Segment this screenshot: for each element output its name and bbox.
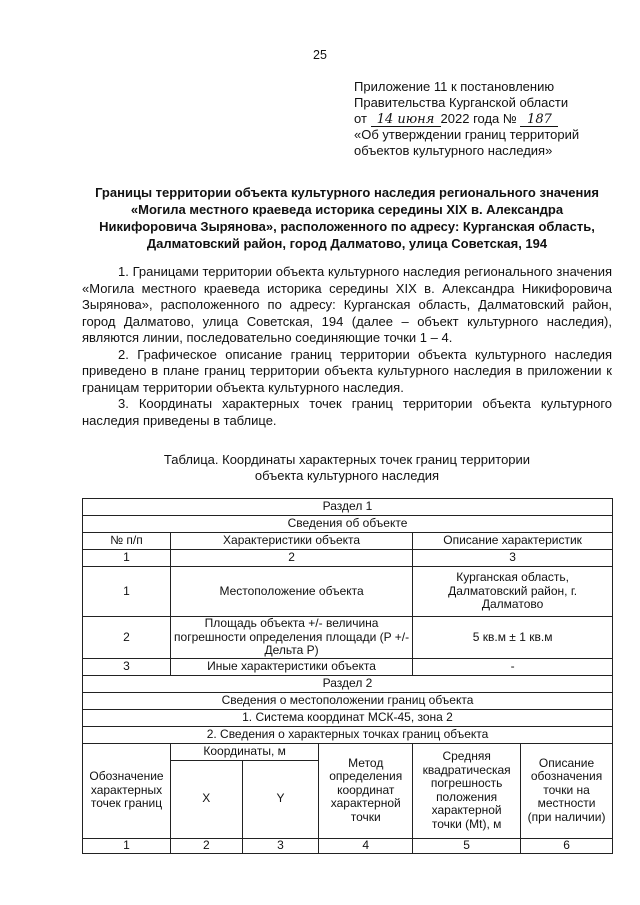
header-marking: Описание обозначения точки на местности (при наличии) <box>521 743 613 838</box>
header-y: Y <box>242 760 319 838</box>
table-row <box>83 499 613 516</box>
appendix-line-5: объектов культурного наследия» <box>354 143 553 158</box>
section-2-heading: Раздел 2 <box>83 675 613 692</box>
appendix-line-4: «Об утверждении границ территорий <box>354 127 580 142</box>
index-cell: 3 <box>413 550 613 567</box>
index-cell: 2 <box>170 838 242 853</box>
row-description: - <box>413 658 613 675</box>
header-x: X <box>170 760 242 838</box>
table-caption-line-1: Таблица. Координаты характерных точек границ территории <box>163 452 531 467</box>
row-characteristic: Иные характеристики объекта <box>170 658 412 675</box>
index-cell: 6 <box>521 838 613 853</box>
table-row <box>83 726 613 743</box>
table-caption <box>82 452 612 484</box>
table-row <box>83 567 613 617</box>
document-body <box>82 264 612 429</box>
table-row <box>83 709 613 726</box>
table-caption-line-2: объекта культурного наследия <box>254 468 440 483</box>
table-row <box>83 516 613 533</box>
page-number: 25 <box>313 48 327 62</box>
header-point-designation: Обозначение характерных точек границ <box>83 743 171 838</box>
handwritten-date: 14 июня <box>371 113 441 127</box>
paragraph-3: 3. Координаты характерных точек границ территории объекта культурного наследия приведены в таблице. <box>82 396 612 428</box>
header-num: № п/п <box>83 533 171 550</box>
paragraph-2: 2. Графическое описание границ территории объекта культурного наследия приведено в плане границ территории объекта культурного наследия в приложении к границам территории объекта культурного наследия. <box>82 346 612 395</box>
header-mean-error: Средняя квадратическая погрешность положения характерной точки (Mt), м <box>413 743 521 838</box>
appendix-line-3 <box>354 111 624 127</box>
section-2-title: Сведения о местоположении границ объекта <box>83 692 613 709</box>
index-cell: 5 <box>413 838 521 853</box>
appendix-date-prefix: от <box>354 111 367 126</box>
coordinate-system: 1. Система координат МСК-45, зона 2 <box>83 709 613 726</box>
section-1-title: Сведения об объекте <box>83 516 613 533</box>
index-cell: 4 <box>319 838 413 853</box>
row-num: 1 <box>83 567 171 617</box>
row-num: 3 <box>83 658 171 675</box>
row-characteristic: Местоположение объекта <box>170 567 412 617</box>
row-description: 5 кв.м ± 1 кв.м <box>413 617 613 659</box>
table-row <box>83 658 613 675</box>
table-row <box>83 692 613 709</box>
paragraph-1: 1. Границами территории объекта культурного наследия регионального значения «Могила местного краеведа историка середины XIX в. Александра Никифоровича Зырянова», расположенного по адресу: Курганская область, Далматовский район, город Далматово, улица Советская, 194 (далее – объект культурного наследия), являются линии, последовательно соединяющие точки 1 – 4. <box>82 264 612 345</box>
table-row <box>83 743 613 760</box>
index-cell: 2 <box>170 550 412 567</box>
document-title: Границы территории объекта культурного наследия регионального значения «Могила местного краеведа историка середины XIX в. Александра Никифоровича Зырянова», расположенного по адресу: Курганская область, Далматовский район, город Далматово, улица Советская, 194 <box>95 185 599 251</box>
table-row <box>83 550 613 567</box>
section-1-heading: Раздел 1 <box>83 499 613 516</box>
header-characteristics: Характеристики объекта <box>170 533 412 550</box>
table-row <box>83 617 613 659</box>
index-cell: 1 <box>83 550 171 567</box>
appendix-year: 2022 года № <box>440 111 517 126</box>
index-cell: 3 <box>242 838 319 853</box>
row-num: 2 <box>83 617 171 659</box>
appendix-line-2: Правительства Курганской области <box>354 95 569 110</box>
row-characteristic: Площадь объекта +/- величина погрешности определения площади (P +/- Дельта P) <box>170 617 412 659</box>
index-cell: 1 <box>83 838 171 853</box>
points-title: 2. Сведения о характерных точках границ объекта <box>83 726 613 743</box>
table-row <box>83 838 613 853</box>
appendix-block <box>354 79 624 159</box>
table-row <box>83 675 613 692</box>
header-method: Метод определения координат характерной точки <box>319 743 413 838</box>
header-coordinates: Координаты, м <box>170 743 318 760</box>
handwritten-number: 187 <box>520 113 558 127</box>
row-description: Курганская область, Далматовский район, г. Далматово <box>413 567 613 617</box>
appendix-line-1: Приложение 11 к постановлению <box>354 79 555 94</box>
header-description: Описание характеристик <box>413 533 613 550</box>
table-row <box>83 533 613 550</box>
coordinates-table <box>82 498 613 854</box>
